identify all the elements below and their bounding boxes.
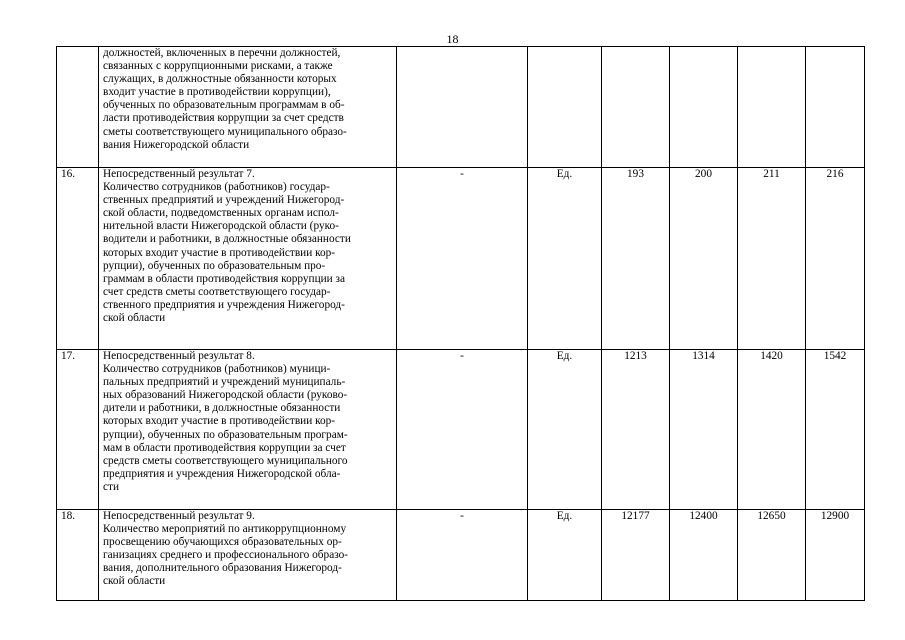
dash-cell <box>397 47 528 168</box>
value-cell-4: 1542 <box>806 350 865 510</box>
description-line: счет средств сметы соответствующего государ- <box>103 285 331 298</box>
description-line: ской области <box>103 575 166 588</box>
row-number-cell: 16. <box>57 168 99 350</box>
description-line: средств сметы соответствующего муниципального <box>103 454 348 467</box>
description-line: связанных с коррупционными рисками, а также <box>103 60 333 73</box>
description-line: Непосредственный результат 8. <box>103 350 255 362</box>
table-body <box>57 47 865 601</box>
row-number-cell: 18. <box>57 510 99 601</box>
description-cell <box>99 350 397 510</box>
page-number: 18 <box>446 32 459 46</box>
description-line: водители и работники, в должностные обязанности <box>103 233 351 246</box>
description-line: Непосредственный результат 9. <box>103 510 255 522</box>
unit-cell: Ед. <box>528 168 602 350</box>
description-line: служащих, в должностные обязанности которых <box>103 73 337 86</box>
description-line: граммам в области противодействия коррупции за <box>103 272 346 285</box>
value-cell-2: 1314 <box>670 350 738 510</box>
description-line: Непосредственный результат 7. <box>103 168 255 180</box>
description-line: дители и работники, в должностные обязанности <box>103 402 341 415</box>
value-cell-1: 12177 <box>602 510 670 601</box>
value-cell-4: 216 <box>806 168 865 350</box>
unit-cell: Ед. <box>528 350 602 510</box>
description-cell <box>99 168 397 350</box>
description-line: которых входит участие в противодействии кор- <box>103 246 336 259</box>
description-line: ганизациях среднего и профессионального образо- <box>103 549 349 562</box>
value-cell-3 <box>738 47 806 168</box>
table-row <box>57 510 865 601</box>
value-cell-2: 200 <box>670 168 738 350</box>
description-line: ской области, подведомственных органам испол- <box>103 207 339 220</box>
description-line: предприятия и учреждения Нижегородской обла- <box>103 467 341 480</box>
value-cell-2 <box>670 47 738 168</box>
table-row <box>57 168 865 350</box>
description-line: просвещению обучающихся образовательных ор- <box>103 536 342 549</box>
description-line: сти <box>103 480 119 493</box>
description-line: входит участие в противодействии коррупции), <box>103 86 331 99</box>
table-row <box>57 350 865 510</box>
value-cell-1: 193 <box>602 168 670 350</box>
description-line: вания, дополнительного образования Нижегород- <box>103 562 342 575</box>
description-line: мам в области противодействия коррупции за счет <box>103 441 346 454</box>
description-line: Количество мероприятий по антикоррупционному <box>103 523 347 536</box>
value-cell-3: 12650 <box>738 510 806 601</box>
value-cell-3: 211 <box>738 168 806 350</box>
unit-cell <box>528 47 602 168</box>
dash-cell: - <box>397 510 528 601</box>
value-cell-2: 12400 <box>670 510 738 601</box>
description-line: ных образований Нижегородской области (руково- <box>103 389 348 402</box>
value-cell-1 <box>602 47 670 168</box>
description-line: Количество сотрудников (работников) государ- <box>103 181 330 194</box>
description-cell <box>99 510 397 601</box>
description-line: ственных предприятий и учреждений Нижегород- <box>103 194 345 207</box>
unit-cell: Ед. <box>528 510 602 601</box>
description-line: рупции), обученных по образовательным програм- <box>103 428 348 441</box>
description-line: сметы соответствующего муниципального образо- <box>103 125 347 138</box>
description-line: Количество сотрудников (работников) муници- <box>103 363 331 376</box>
value-cell-4 <box>806 47 865 168</box>
dash-cell: - <box>397 350 528 510</box>
description-line: нительной власти Нижегородской области (руко- <box>103 220 339 233</box>
row-number-cell: 17. <box>57 350 99 510</box>
description-line: ласти противодействия коррупции за счет средств <box>103 112 344 125</box>
description-cell <box>99 47 397 168</box>
description-line: обученных по образовательным программам в об- <box>103 99 345 112</box>
description-line: ственного предприятия и учреждения Нижегород- <box>103 298 345 311</box>
description-line: рупции), обученных по образовательным про- <box>103 259 326 272</box>
value-cell-1: 1213 <box>602 350 670 510</box>
description-line: вания Нижегородской области <box>103 138 250 151</box>
description-line: должностей, включенных в перечни должностей, <box>103 47 341 59</box>
results-table <box>56 46 865 601</box>
row-number-cell <box>57 47 99 168</box>
description-line: которых входит участие в противодействии кор- <box>103 415 336 428</box>
table-row <box>57 47 865 168</box>
value-cell-3: 1420 <box>738 350 806 510</box>
description-line: ской области <box>103 312 166 325</box>
description-line: пальных предприятий и учреждений муниципаль- <box>103 376 346 389</box>
value-cell-4: 12900 <box>806 510 865 601</box>
dash-cell: - <box>397 168 528 350</box>
